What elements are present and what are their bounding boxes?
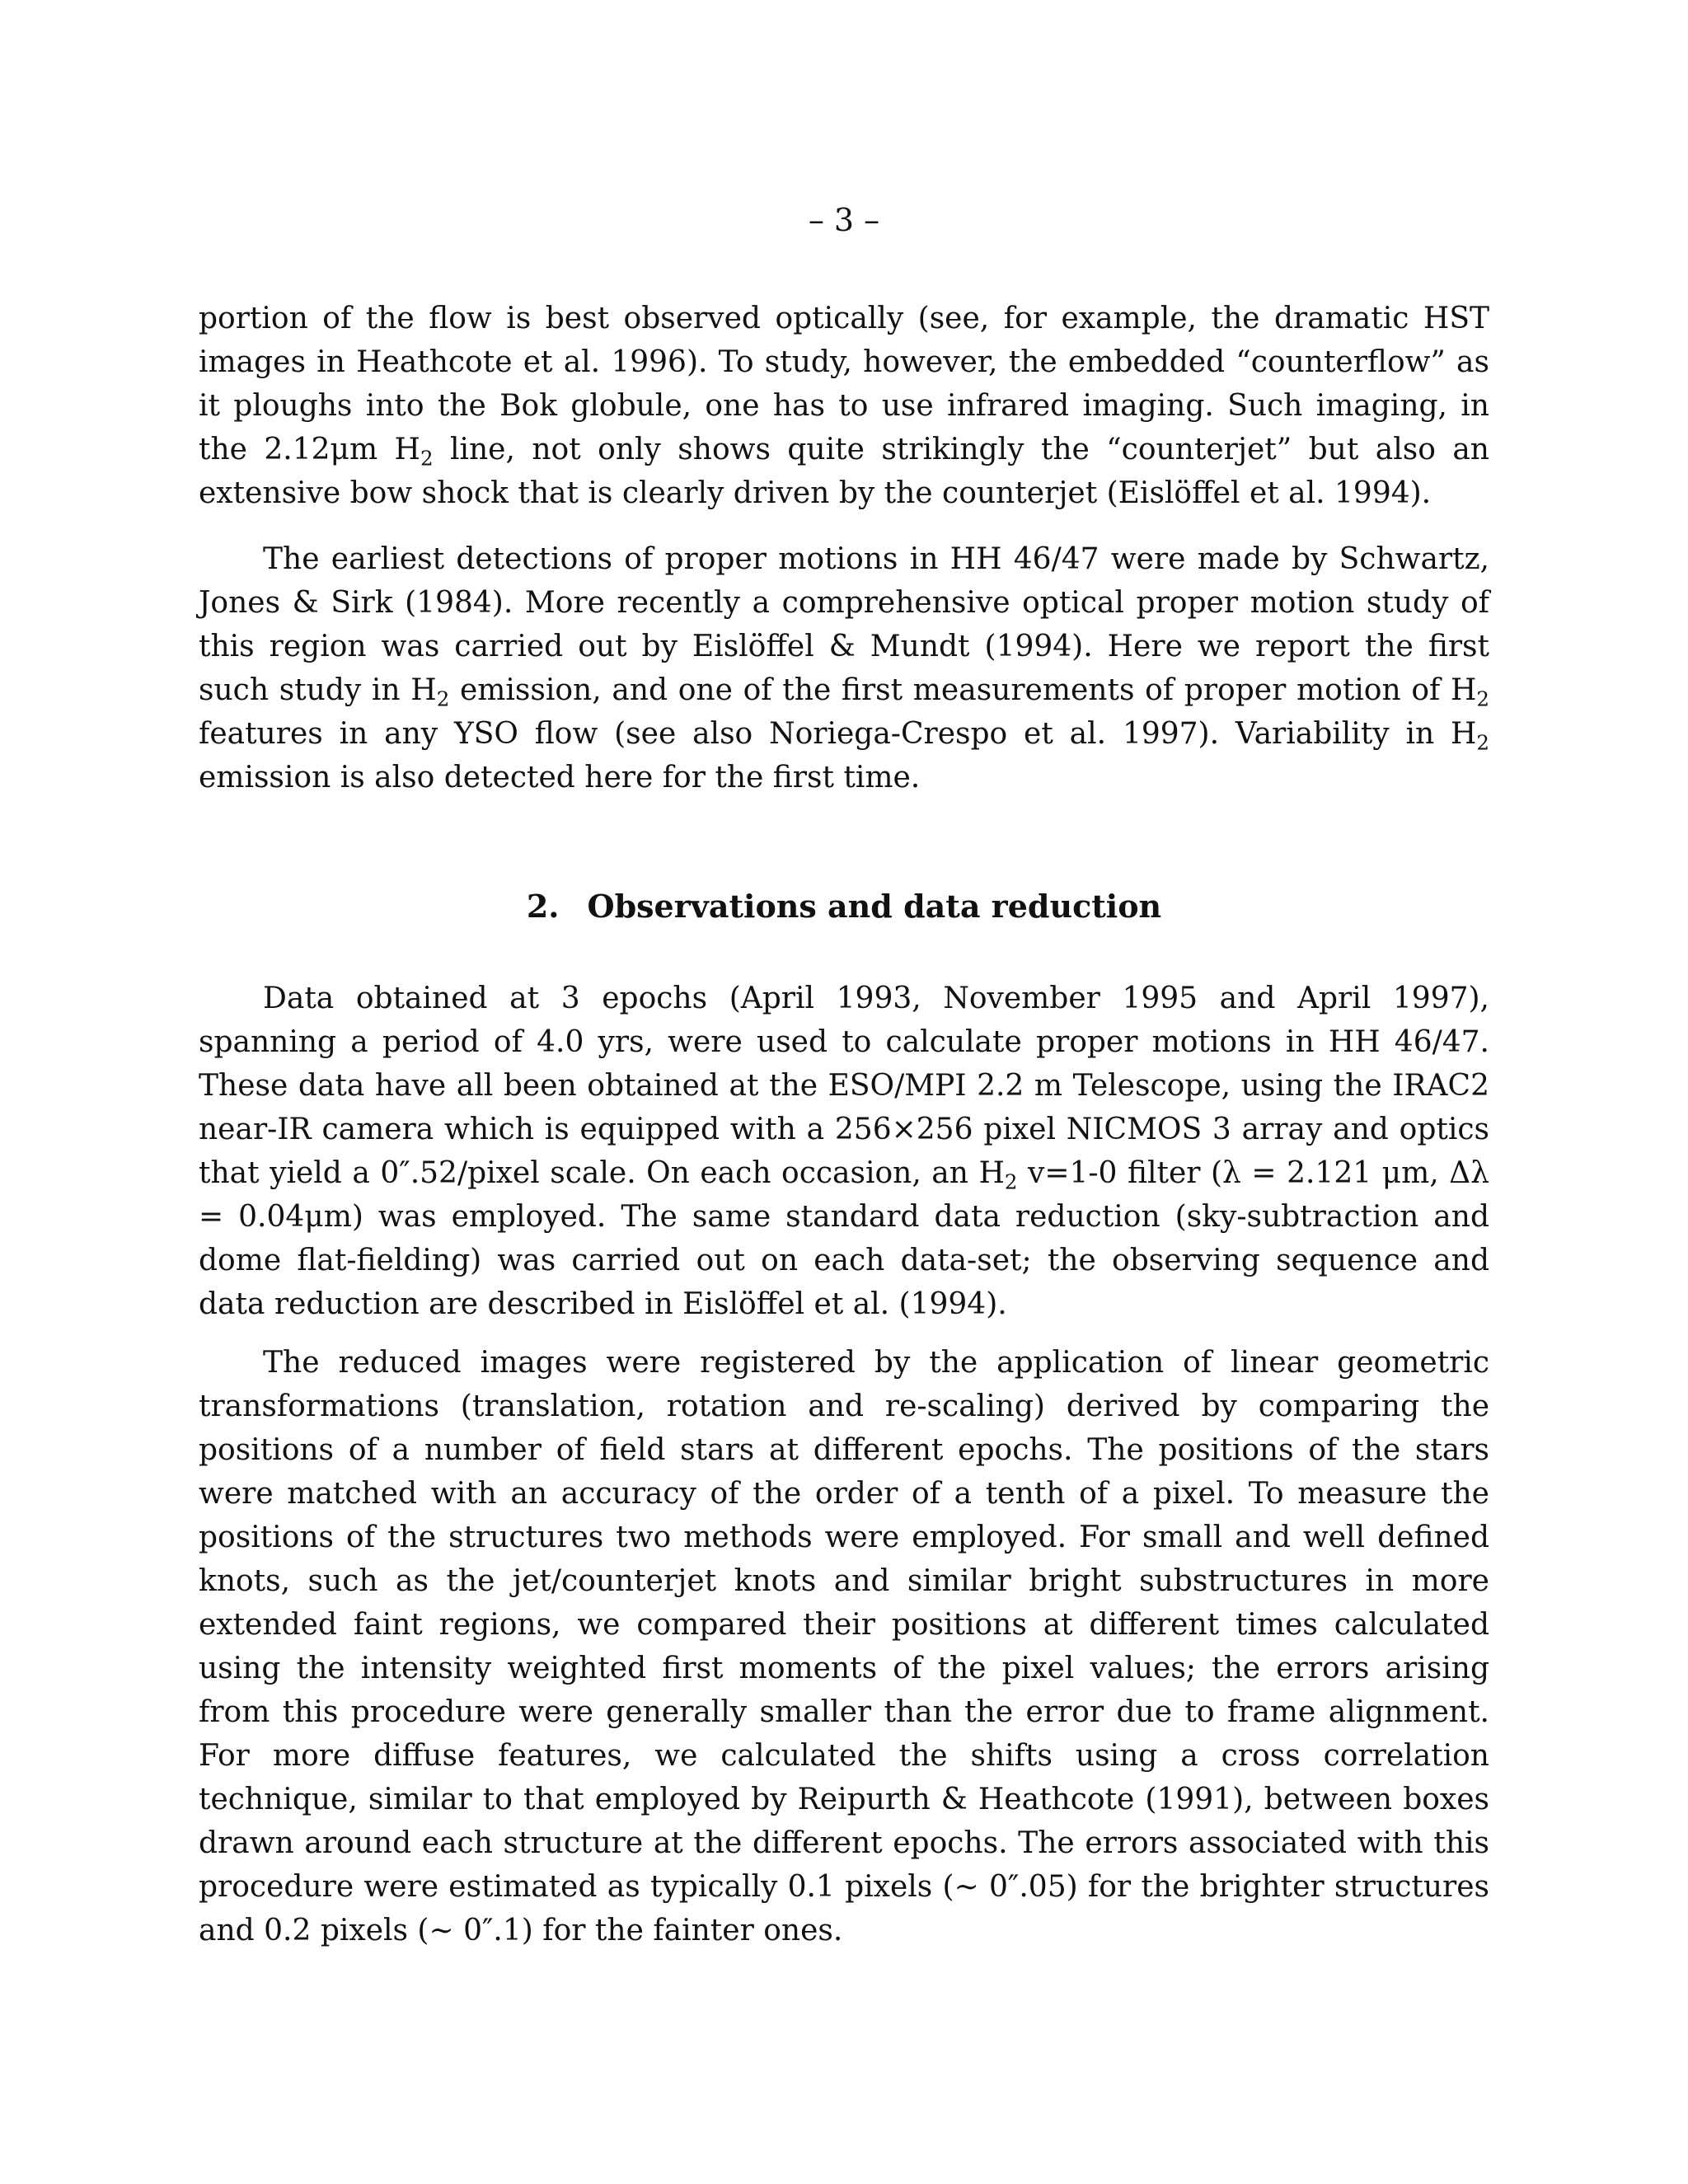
paragraph-text [199,977,1489,1326]
section-number: 2. [526,888,560,925]
text-segment: v=1-0 filter (λ = 2.121 μm, Δλ = 0.04μm) was employed. The same standard data reduction (sky-subtraction and dome flat-fielding) was carried out on each data-set; the observing sequence and data reduction are described in Eislöffel et al. (1994). [199,1156,1489,1321]
text-segment: emission, and one of the first measurements of proper motion of H [449,673,1477,707]
subscript: 2 [436,687,450,711]
text-segment: Data obtained at 3 epochs (April 1993, November 1995 and April 1997), spanning a period of 4.0 yrs, were used to calculate proper motions in HH 46/47. These data have all been obtained at the ESO/MPI 2.2 m Telescope, using the IRAC2 near-IR camera which is equipped with a 256×256 pixel NICMOS 3 array and optics that yield a 0″.52/pixel scale. On each occasion, an H [199,982,1489,1190]
paragraph-intro-continued [199,297,1489,515]
text-segment: line, not only shows quite strikingly the “counterjet” but also an extensive bow shock that is clearly driven by the counterjet (Eislöffel et al. 1994). [199,433,1489,510]
subscript: 2 [420,446,434,471]
text-segment: The reduced images were registered by the application of linear geometric transformations (translation, rotation and re-scaling) derived by comparing the positions of a number of field stars at different epochs. The positions of the stars were matched with an accuracy of the order of a tenth of a pixel. To measure the positions of the structures two methods were employed. For small and well defined knots, such as the jet/counterjet knots and similar bright substructures in more extended faint regions, we compared their positions at different times calculated using the intensity weighted first moments of the pixel values; the errors arising from this procedure were generally smaller than the error due to frame alignment. For more diffuse features, we calculated the shifts using a cross correlation technique, similar to that employed by Reipurth & Heathcote (1991), between boxes drawn around each structure at the different epochs. The errors associated with this procedure were estimated as typically 0.1 pixels (∼ 0″.05) for the brighter structures and 0.2 pixels (∼ 0″.1) for the fainter ones. [199,1346,1489,1947]
subscript: 2 [1476,730,1489,755]
text-segment: The earliest detections of proper motions in HH 46/47 were made by Schwartz, Jones & Sirk (1984). More recently a comprehensive optical proper motion study of this region was carried out by Eislöffel & Mundt (1994). Here we report the first such study in H [199,542,1489,707]
paragraph-text [199,537,1489,799]
page-number: – 3 – [808,202,880,238]
subscript: 2 [1476,687,1489,711]
paragraph-observations [199,977,1489,1326]
paragraph-proper-motions [199,537,1489,799]
text-segment: features in any YSO flow (see also Noriega-Crespo et al. 1997). Variability in H [199,717,1477,751]
section-heading [0,888,1688,926]
subscript: 2 [1004,1169,1018,1194]
section-title: Observations and data reduction [587,888,1162,925]
text-segment: emission is also detected here for the first time. [199,761,921,794]
text-segment: portion of the flow is best observed optically (see, for example, the dramatic HST images in Heathcote et al. 1996). To study, however, the embedded “counterflow” as it ploughs into the Bok globule, one has to use infrared imaging. Such imaging, in the 2.12μm H [199,302,1489,466]
paragraph-text [199,297,1489,515]
paragraph-text [199,1341,1489,1952]
paragraph-registration [199,1341,1489,1952]
